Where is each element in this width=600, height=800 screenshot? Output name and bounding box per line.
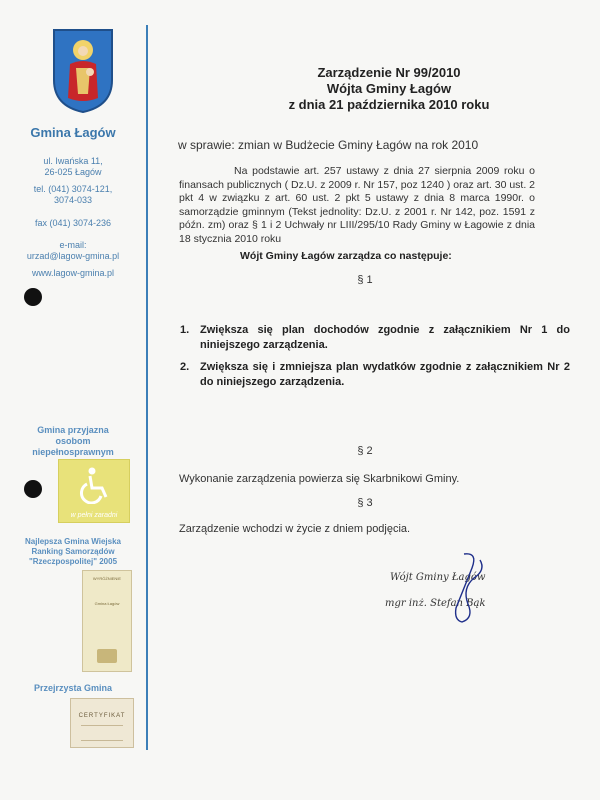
org-name: Gmina Łagów xyxy=(30,125,116,140)
address-line: ul. Iwańska 11, xyxy=(43,156,103,166)
doc-subject: w sprawie: zmian w Budżecie Gminy Łagów na rok 2010 xyxy=(178,138,479,152)
phone-line: tel. (041) 3074-121, xyxy=(33,184,113,194)
wheelchair-icon xyxy=(75,466,113,504)
document-body xyxy=(150,0,600,800)
fax: fax (041) 3074-236 xyxy=(34,218,112,228)
execution-clause: Wykonanie zarządzenia powierza się Skarbnikowi Gminy. xyxy=(179,473,460,485)
accessible-label xyxy=(0,425,146,458)
letterhead-sidebar xyxy=(0,0,146,800)
list-item xyxy=(180,323,570,353)
email-label: e-mail: xyxy=(59,240,87,250)
phone xyxy=(0,184,146,206)
award-title: WYRÓŻNIENIE xyxy=(92,576,122,581)
address xyxy=(0,156,146,178)
website-link[interactable]: www.lagow-gmina.pl xyxy=(31,268,115,278)
handwritten-signature xyxy=(434,548,494,628)
certificate-title: CERTYFIKAT xyxy=(78,713,126,719)
item-text: Zwiększa się plan dochodów zgodnie z załącznikiem Nr 1 do niniejszego zarządzenia. xyxy=(200,324,570,351)
address-line: 26-025 Łagów xyxy=(44,167,102,177)
ranking-line: Najlepsza Gmina Wiejska xyxy=(25,537,121,546)
provisions-list xyxy=(180,323,570,397)
item-number: 2. xyxy=(180,361,190,373)
accessible-line: Gmina przyjazna xyxy=(37,425,109,435)
award-seal xyxy=(97,649,117,663)
ranking-line: Ranking Samorządów xyxy=(31,547,115,556)
badge-text: w pełni zaradni xyxy=(70,512,118,519)
legal-basis: Na podstawie art. 257 ustawy z dnia 27 sierpnia 2009 roku o finansach publicznych ( Dz.U. z 2009 r. Nr 157, poz 1240 ) oraz art. 30 ust. 2 pkt 4 w związku z art. 60 ust. 2 pkt 5 ustawy z dnia 8 marca 1990r. o samorządzie gminnym (Tekst jednolity: Dz.U. z 2001 r. Nr 142, poz. 1591 z późn. zm) oraz § 1 i 2 Uchwały nr LIII/295/10 Rady Gminy w Łagowie z dnia 18 stycznia 2010 roku xyxy=(179,165,536,245)
doc-title-date: z dnia 21 października 2010 roku xyxy=(288,97,490,112)
email-link[interactable]: urzad@lagow-gmina.pl xyxy=(26,251,120,261)
decree-statement: Wójt Gminy Łagów zarządza co następuje: xyxy=(240,250,452,262)
list-item xyxy=(180,360,570,390)
sidebar-divider xyxy=(146,25,148,750)
accessible-line: niepełnosprawnym xyxy=(32,447,114,457)
section-heading: § 3 xyxy=(357,497,373,509)
accessibility-badge xyxy=(58,459,130,523)
award-diploma xyxy=(82,570,132,672)
accessible-line: osobom xyxy=(55,436,91,446)
coat-of-arms-icon xyxy=(52,28,114,114)
ranking-line: "Rzeczpospolitej" 2005 xyxy=(28,557,118,566)
item-text: Zwiększa się i zmniejsza plan wydatków zgodnie z załącznikiem Nr 2 do niniejszego zarządzenia. xyxy=(200,361,570,388)
certificate xyxy=(70,698,134,748)
signature-stamp-name: mgr inż. Stefan Bąk xyxy=(385,598,486,609)
phone-line: 3074-033 xyxy=(53,195,93,205)
item-number: 1. xyxy=(180,324,190,336)
certificate-lines xyxy=(81,725,123,741)
effective-clause: Zarządzenie wchodzi w życie z dniem podjęcia. xyxy=(179,523,411,535)
punch-hole xyxy=(24,480,42,498)
section-heading: § 1 xyxy=(357,274,373,286)
punch-hole xyxy=(24,288,42,306)
award-body: Gmina Łagów xyxy=(94,601,120,606)
ranking-label xyxy=(0,537,146,567)
doc-title: Zarządzenie Nr 99/2010 xyxy=(317,65,461,80)
transparent-label: Przejrzysta Gmina xyxy=(33,683,113,693)
doc-title-issuer: Wójta Gminy Łagów xyxy=(326,81,452,96)
signature-stamp-title: Wójt Gminy Łagów xyxy=(390,572,486,583)
section-heading: § 2 xyxy=(357,445,373,457)
